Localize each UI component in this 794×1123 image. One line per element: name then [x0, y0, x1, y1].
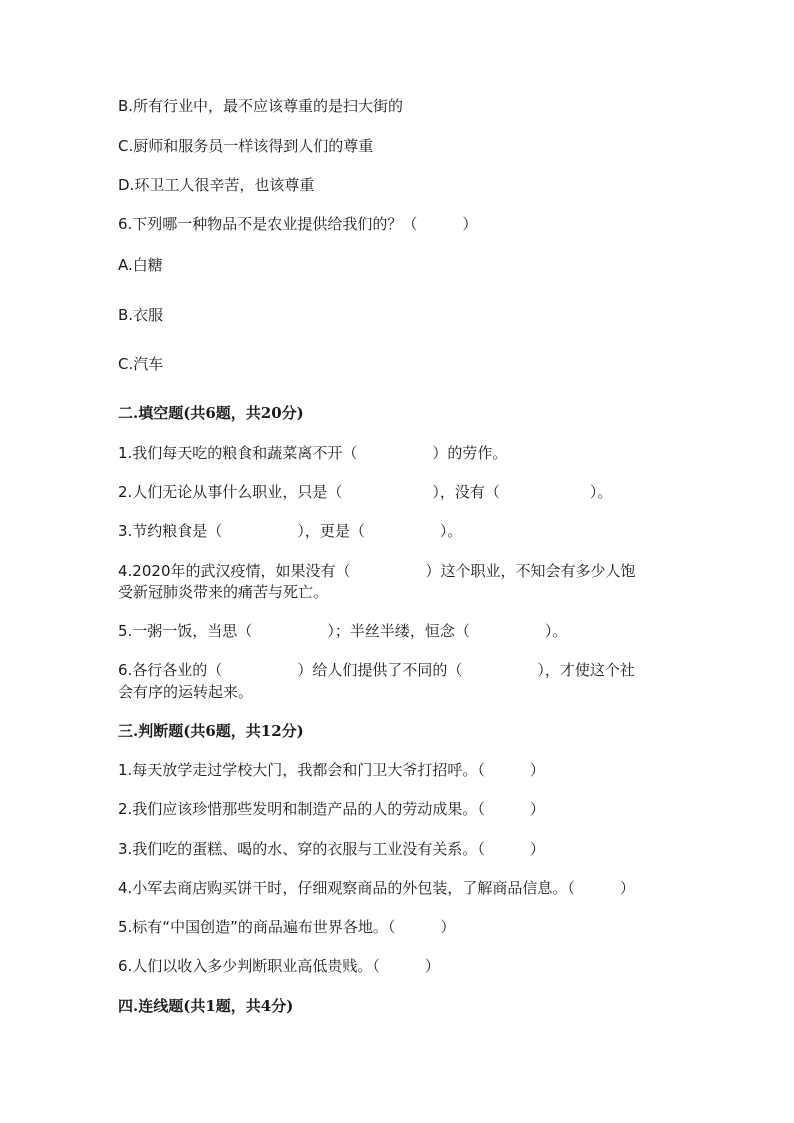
- question-5-option-d: D.环卫工人很辛苦，也该尊重: [118, 176, 315, 194]
- question-6-stem: 6.下列哪一种物品不是农业提供给我们的？（ ）: [118, 215, 478, 233]
- question-6-option-c: C.汽车: [118, 355, 164, 373]
- fill-blank-item-continuation: 会有序的运转起来。: [118, 683, 254, 701]
- fill-blank-item: 2.人们无论从事什么职业，只是（ ），没有（ ）。: [118, 483, 613, 501]
- fill-blank-item: 6.各行各业的（ ）给人们提供了不同的（ ），才使这个社: [118, 661, 635, 679]
- section-2-heading: 二.填空题(共6题，共20分): [118, 404, 304, 422]
- true-false-item: 4.小军去商店购买饼干时，仔细观察商品的外包装，了解商品信息。（ ）: [118, 879, 635, 897]
- true-false-item: 6.人们以收入多少判断职业高低贵贱。（ ）: [118, 957, 440, 975]
- fill-blank-item: 5.一粥一饭，当思（ ）；半丝半缕，恒念（ ）。: [118, 622, 568, 640]
- question-6-option-b: B.衣服: [118, 306, 164, 324]
- section-4-heading: 四.连线题(共1题，共4分): [118, 997, 294, 1015]
- section-3-heading: 三.判断题(共6题，共12分): [118, 722, 304, 740]
- fill-blank-item: 4.2020年的武汉疫情，如果没有（ ）这个职业，不知会有多少人饱: [118, 562, 636, 580]
- fill-blank-item-continuation: 受新冠肺炎带来的痛苦与死亡。: [118, 583, 329, 601]
- true-false-item: 5.标有“中国创造”的商品遍布世界各地。（ ）: [118, 918, 456, 936]
- question-5-option-c: C.厨师和服务员一样该得到人们的尊重: [118, 137, 374, 155]
- true-false-item: 3.我们吃的蛋糕、喝的水、穿的衣服与工业没有关系。（ ）: [118, 840, 545, 858]
- question-5-option-b: B.所有行业中，最不应该尊重的是扫大街的: [118, 97, 404, 115]
- question-6-option-a: A.白糖: [118, 256, 163, 274]
- fill-blank-item: 1.我们每天吃的粮食和蔬菜离不开（ ）的劳作。: [118, 444, 508, 462]
- fill-blank-item: 3.节约粮食是（ ），更是（ ）。: [118, 522, 463, 540]
- true-false-item: 2.我们应该珍惜那些发明和制造产品的人的劳动成果。（ ）: [118, 800, 545, 818]
- true-false-item: 1.每天放学走过学校大门，我都会和门卫大爷打招呼。（ ）: [118, 761, 545, 779]
